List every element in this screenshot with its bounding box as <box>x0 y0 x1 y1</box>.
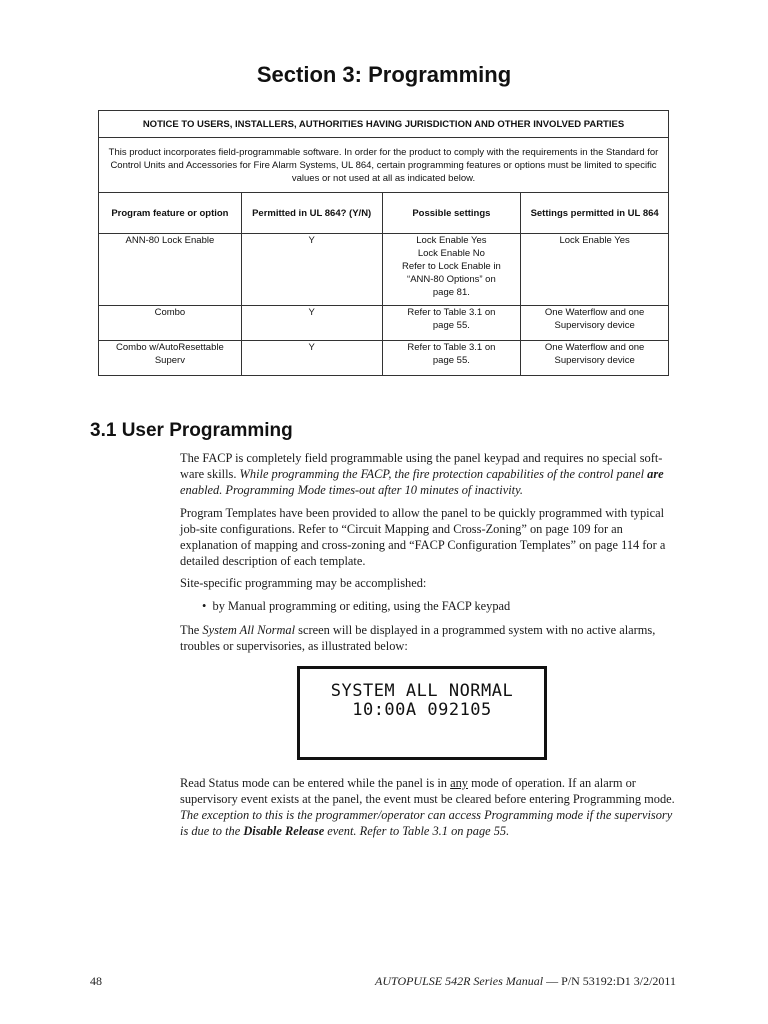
bullet-item: • by Manual programming or editing, using the FACP keypad <box>202 599 511 613</box>
paragraph-templates: Program Templates have been provided to allow the panel to be quickly programmed with typical job-site configurations. Refer to “Circuit Mapping and Cross-Zoning” on page 109 for an explanation of mapping and cross-zoning and “FACP Configuration Templates” on page 114 for a detailed description of each template. <box>180 506 666 568</box>
text-run-italic: The exception to this is the programmer/operator can access Programming mode if the supervisory is due to the <box>180 808 673 838</box>
text-run-bold-italic: are <box>647 467 664 481</box>
cell-feature: Combo <box>99 306 242 341</box>
section-heading: 3.1 User Programming <box>90 420 293 441</box>
column-header: Permitted in UL 864? (Y/N) <box>241 193 382 234</box>
lcd-display <box>297 666 547 760</box>
text-run-italic: enabled. Programming Mode times-out after 10 minutes of inactivity. <box>180 483 523 497</box>
cell-line: One Waterflow and one <box>544 307 645 318</box>
notice-heading: NOTICE TO USERS, INSTALLERS, AUTHORITIES HAVING JURISDICTION AND OTHER INVOLVED PARTIES <box>99 111 669 138</box>
paragraph-intro <box>180 450 676 498</box>
column-header: Program feature or option <box>99 193 242 234</box>
cell-ul-settings <box>521 306 669 341</box>
cell-line: Supervisory device <box>554 355 635 366</box>
cell-line: Lock Enable Yes <box>416 235 487 246</box>
cell-line: Combo w/AutoResettable <box>116 342 224 353</box>
cell-ul-settings: Lock Enable Yes <box>521 234 669 306</box>
table-row <box>99 234 669 306</box>
cell-line: Refer to Table 3.1 on <box>407 342 496 353</box>
cell-line: Superv <box>154 355 185 366</box>
table-row <box>99 306 669 341</box>
cell-line: Lock Enable No <box>417 248 485 259</box>
cell-permitted: Y <box>241 306 382 341</box>
text-run: The <box>180 623 203 637</box>
cell-permitted: Y <box>241 234 382 306</box>
paragraph-read-status <box>180 775 676 839</box>
manual-name: AUTOPULSE 542R Series Manual <box>374 974 544 988</box>
cell-line: page 55. <box>432 355 470 366</box>
column-header: Possible settings <box>382 193 521 234</box>
text-run-underline: any <box>450 776 468 790</box>
cell-line: “ANN-80 Options” on <box>407 274 496 285</box>
manual-part-number: — P/N 53192:D1 3/2/2011 <box>543 974 676 988</box>
paragraph-system-normal <box>180 622 676 654</box>
cell-settings <box>382 306 521 341</box>
footer-manual-info <box>375 974 676 989</box>
cell-line: One Waterflow and one <box>544 342 645 353</box>
cell-line: Refer to Table 3.1 on <box>407 307 496 318</box>
cell-line: page 55. <box>432 320 470 331</box>
text-run: screen will be displayed in a programmed system with no active alarms, troubles or supervisories, as illustrated below: <box>180 623 656 653</box>
cell-line: Refer to Lock Enable in <box>402 261 501 272</box>
bullet-text: by Manual programming or editing, using the FACP keypad <box>212 599 511 613</box>
paragraph-site-specific: Site-specific programming may be accomplished: <box>180 576 427 590</box>
text-run-bold-italic: Disable Release <box>243 824 325 838</box>
text-run-italic: While programming the FACP, the fire protection capabilities of the control panel <box>239 467 648 481</box>
text-run: Read Status mode can be entered while the panel is in <box>180 776 451 790</box>
table-header-row <box>99 193 669 234</box>
cell-line: page 81. <box>432 287 470 298</box>
table-row <box>99 341 669 376</box>
cell-settings <box>382 341 521 376</box>
text-run: mode of operation. If an alarm or supervisory event exists at the panel, the event must be cleared before entering Programming mode. <box>180 776 675 806</box>
lcd-line-1: SYSTEM ALL NORMAL <box>330 681 514 701</box>
page-number: 48 <box>90 974 102 988</box>
page-title: Section 3: Programming <box>256 62 512 87</box>
cell-permitted: Y <box>241 341 382 376</box>
column-header: Settings permitted in UL 864 <box>521 193 669 234</box>
cell-feature: ANN-80 Lock Enable <box>99 234 242 306</box>
cell-settings <box>382 234 521 306</box>
lcd-line-2: 10:00A 092105 <box>352 700 492 720</box>
text-run-italic: System All Normal <box>202 623 296 637</box>
cell-ul-settings <box>521 341 669 376</box>
cell-line: Supervisory device <box>554 320 635 331</box>
text-run: The FACP is completely field programmable using the panel keypad and requires no special soft-ware skills. <box>180 451 663 481</box>
cell-feature <box>99 341 242 376</box>
notice-body: This product incorporates field-programmable software. In order for the product to comply with the requirements in the Standard for Control Units and Accessories for Fire Alarm Systems, UL 864, certain programming features or options must be limited to specific values or not used at all as indicated below. <box>99 138 669 193</box>
text-run-italic: event. Refer to Table 3.1 on page 55. <box>324 824 510 838</box>
ul864-notice-table <box>98 110 669 376</box>
